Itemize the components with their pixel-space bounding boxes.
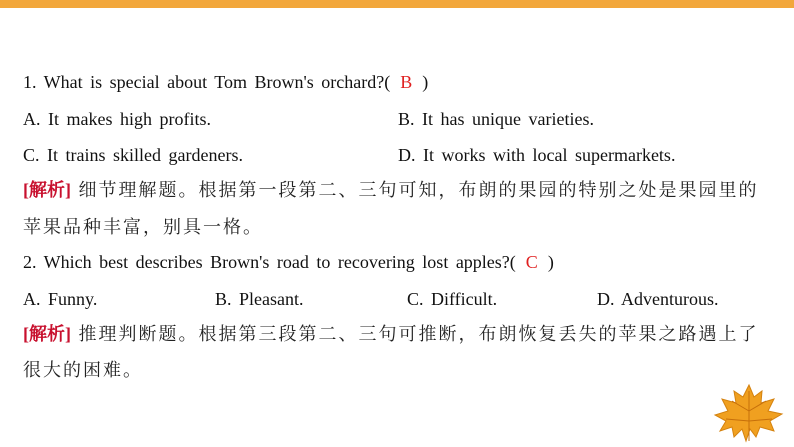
question-1-option-d: D. It works with local supermarkets. — [398, 145, 676, 165]
analysis-tag: [解析] — [23, 324, 71, 344]
question-2-option-c: C. Difficult. — [407, 289, 498, 309]
question-2-analysis-line-1 — [23, 322, 759, 346]
top-accent-bar — [0, 0, 794, 8]
question-1-analysis-line-2: 苹果品种丰富，别具一格。 — [23, 217, 263, 237]
maple-leaf-icon — [712, 381, 786, 443]
question-1-option-a: A. It makes high profits. — [23, 109, 211, 129]
question-2-answer: C — [525, 252, 538, 272]
question-1-option-b: B. It has unique varieties. — [398, 109, 594, 129]
analysis-tag: [解析] — [23, 180, 71, 200]
question-2-text: 2. Which best describes Brown's road to recovering lost apples?( — [23, 252, 516, 272]
question-1-analysis-line-1 — [23, 178, 759, 202]
question-2-stem — [23, 250, 554, 274]
question-1-answer: B — [400, 72, 413, 92]
question-2-option-b: B. Pleasant. — [215, 289, 304, 309]
analysis-text: 推理判断题。根据第三段第二、三句可推断，布朗恢复丢失的苹果之路遇上了 — [78, 324, 759, 344]
question-1-close-paren: ) — [422, 72, 429, 92]
analysis-text: 细节理解题。根据第一段第二、三句可知，布朗的果园的特别之处是果园里的 — [78, 180, 759, 200]
question-2-option-d: D. Adventurous. — [597, 289, 719, 309]
question-1-option-c: C. It trains skilled gardeners. — [23, 145, 243, 165]
question-1-stem — [23, 70, 428, 94]
question-2-close-paren: ) — [547, 252, 554, 272]
question-2-analysis-line-2: 很大的困难。 — [23, 360, 143, 380]
question-2-option-a: A. Funny. — [23, 289, 98, 309]
question-1-text: 1. What is special about Tom Brown's orchard?( — [23, 72, 391, 92]
